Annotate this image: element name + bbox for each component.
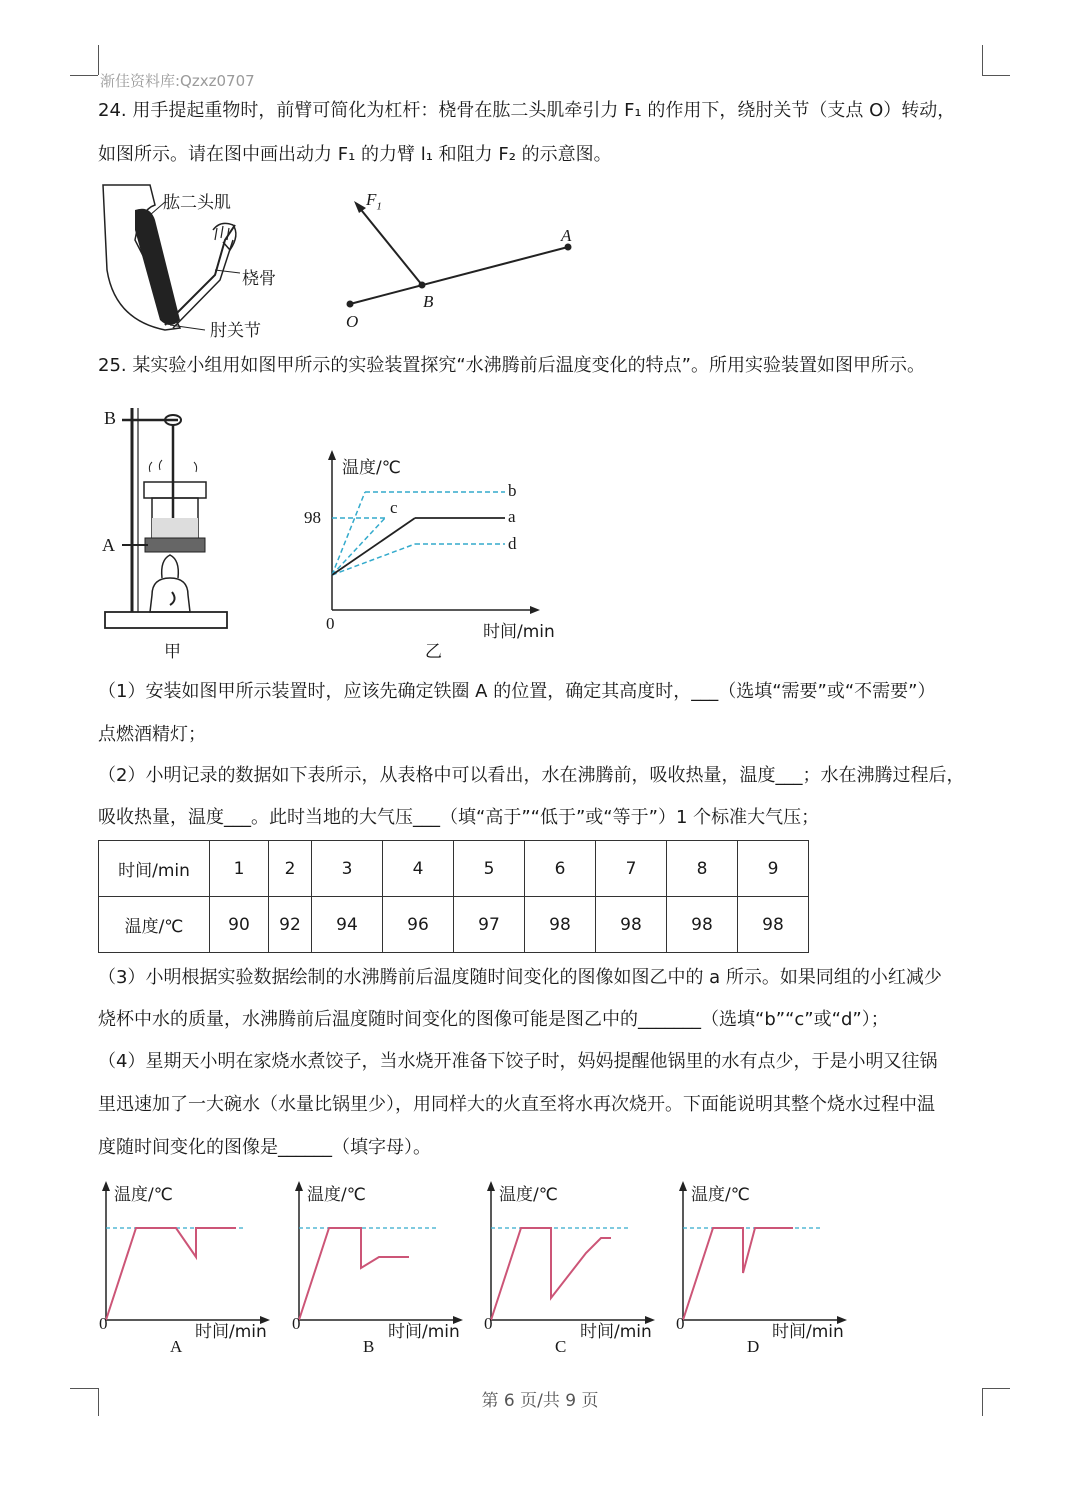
option-graph-xlabel: 时间/min (580, 1322, 652, 1342)
q25-p4-line2: 里迅速加了一大碗水（水量比锅里少），用同样大的火直至将水再次烧开。下面能说明其整个烧水过程中温 (98, 1094, 935, 1115)
graph-yi-xlabel: 时间/min (483, 622, 555, 642)
table-row (99, 841, 809, 897)
table-cell: 98 (738, 897, 809, 953)
apparatus-caption: 甲 (164, 642, 181, 662)
option-graph-ylabel: 温度/℃ (499, 1185, 558, 1205)
label-biceps: 肱二头肌 (163, 193, 231, 213)
label-A: A (561, 226, 572, 245)
table-cell: 9 (738, 841, 809, 897)
q25-p2-line1: （2）小明记录的数据如下表所示，从表格中可以看出，水在沸腾前，吸收热量，温度___；水在沸腾过程后， (98, 765, 965, 786)
q25-p3-line2: 烧杯中水的质量，水沸腾前后温度随时间变化的图像可能是图乙中的_______（选填“b”“c”或“d”）； (98, 1009, 889, 1030)
graph-yi-label-c: c (390, 498, 398, 517)
q25-p4-line1: （4）星期天小明在家烧水煮饺子，当水烧开准备下饺子时，妈妈提醒他锅里的水有点少，于是小明又往锅 (98, 1051, 938, 1072)
point-B (419, 282, 426, 289)
lever-diagram (330, 190, 590, 340)
q25-p2-line2: 吸收热量，温度___。此时当地的大气压___（填“高于”“低于”或“等于”）1 个标准大气压； (98, 807, 820, 828)
graph-yi-label-b: b (508, 481, 517, 500)
option-graph-ylabel: 温度/℃ (691, 1185, 750, 1205)
curve-a (332, 518, 415, 575)
data-table (98, 840, 809, 953)
option-graph-ylabel: 温度/℃ (307, 1185, 366, 1205)
table-cell: 97 (454, 897, 525, 953)
q25-p3-line1: （3）小明根据实验数据绘制的水沸腾前后温度随时间变化的图像如图乙中的 a 所示。如果同组的小红减少 (98, 967, 942, 988)
boiling-apparatus (100, 400, 240, 635)
table-cell: 3 (312, 841, 383, 897)
q25-p1-line2: 点燃酒精灯； (98, 724, 206, 745)
label-B: B (423, 292, 434, 311)
option-graph-xlabel: 时间/min (772, 1322, 844, 1342)
curve-b (332, 492, 365, 575)
crop-mark (98, 45, 99, 75)
table-cell: 5 (454, 841, 525, 897)
point-O (347, 301, 354, 308)
apparatus-label-A: A (102, 535, 115, 555)
option-graph-caption: A (170, 1337, 183, 1356)
label-F1: $F_1$ (366, 190, 382, 213)
crop-mark (982, 45, 983, 75)
crop-mark (982, 75, 1010, 76)
option-graph-xlabel: 时间/min (388, 1322, 460, 1342)
option-graph-ylabel: 温度/℃ (114, 1185, 173, 1205)
label-radius: 桡骨 (242, 269, 276, 289)
crop-mark (70, 75, 98, 76)
option-graph-caption: B (363, 1337, 375, 1356)
option-graph-origin: 0 (676, 1314, 685, 1333)
table-cell: 92 (269, 897, 312, 953)
curve-d (332, 544, 415, 575)
apparatus-label-B: B (104, 408, 117, 428)
option-graph-origin: 0 (484, 1314, 493, 1333)
graph-yi (300, 450, 540, 620)
table-cell: 2 (269, 841, 312, 897)
label-O: O (346, 312, 359, 331)
table-cell: 98 (525, 897, 596, 953)
table-cell: 98 (667, 897, 738, 953)
table-cell: 90 (210, 897, 269, 953)
graph-yi-caption: 乙 (425, 642, 442, 662)
page-footer: 第 6 页/共 9 页 (481, 1391, 599, 1411)
table-cell: 96 (383, 897, 454, 953)
option-graph-caption: D (747, 1337, 760, 1356)
graph-yi-ylabel: 温度/℃ (342, 458, 401, 478)
table-header-temp: 温度/℃ (99, 897, 210, 953)
table-cell: 1 (210, 841, 269, 897)
table-row (99, 897, 809, 953)
table-header-time: 时间/min (99, 841, 210, 897)
option-graph-origin: 0 (99, 1314, 108, 1333)
table-cell: 4 (383, 841, 454, 897)
q25-p4-line3: 度随时间变化的图像是______（填字母）。 (98, 1137, 431, 1158)
label-elbow: 肘关节 (210, 321, 261, 341)
table-cell: 8 (667, 841, 738, 897)
q24-line1: 24. 用手提起重物时，前臂可简化为杠杆：桡骨在肱二头肌牵引力 F₁ 的作用下，绕肘关节（支点 O）转动， (98, 100, 956, 121)
table-cell: 98 (596, 897, 667, 953)
table-cell: 7 (596, 841, 667, 897)
q24-line2: 如图所示。请在图中画出动力 F₁ 的力臂 l₁ 和阻力 F₂ 的示意图。 (98, 144, 612, 165)
table-cell: 6 (525, 841, 596, 897)
graph-yi-origin: 0 (326, 614, 335, 633)
q25-intro: 25. 某实验小组用如图甲所示的实验装置探究“水沸腾前后温度变化的特点”。所用实验装置如图甲所示。 (98, 355, 925, 376)
graph-yi-label-a: a (508, 507, 516, 526)
q25-p1-line1: （1）安装如图甲所示装置时，应该先确定铁圈 A 的位置，确定其高度时，___（选填“需要”或“不需要”） (98, 681, 936, 702)
table-cell: 94 (312, 897, 383, 953)
watermark: 渐佳资料库:Qzxz0707 (100, 72, 255, 90)
option-graph-caption: C (555, 1337, 567, 1356)
curve-c (332, 518, 385, 575)
option-graph-origin: 0 (292, 1314, 301, 1333)
option-graph-xlabel: 时间/min (195, 1322, 267, 1342)
graph-yi-label-d: d (508, 534, 517, 553)
graph-yi-tick-98: 98 (304, 508, 321, 527)
